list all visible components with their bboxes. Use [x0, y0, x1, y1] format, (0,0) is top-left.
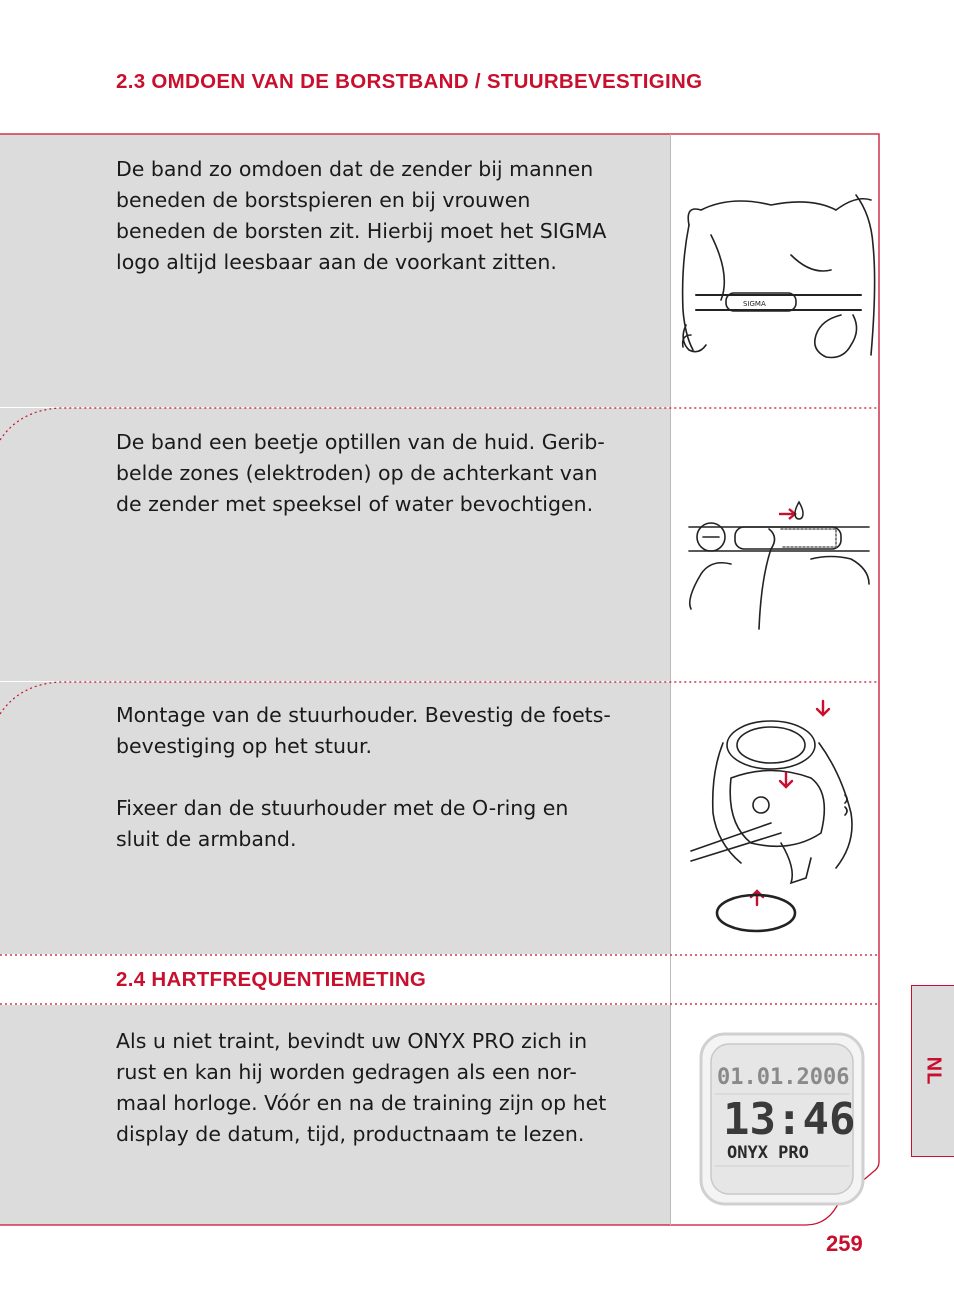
section-heading-2-4: 2.4 HARTFREQUENTIEMETING	[116, 968, 427, 991]
page-number: 259	[826, 1231, 863, 1256]
step-text-3: Montage van de stuurhouder. Bevestig de foets- bevestiging op het stuur. Fixeer dan de stuurhouder met de O-ring en sluit de armband.	[116, 703, 611, 851]
display-time: 13:46	[723, 1094, 856, 1145]
language-tab-label: NL	[922, 1056, 945, 1086]
svg-text:SIGMA: SIGMA	[743, 300, 766, 308]
watch-display-illustration	[671, 1006, 879, 1224]
chest-strap-illustration	[671, 135, 879, 407]
display-product: ONYX PRO	[727, 1143, 809, 1163]
section-heading-2-3: 2.3 OMDOEN VAN DE BORSTBAND / STUURBEVESTIGING	[116, 70, 703, 93]
handlebar-mount-illustration	[671, 683, 879, 953]
display-date: 01.01.2006	[717, 1065, 850, 1090]
moisten-electrodes-illustration	[671, 409, 879, 681]
section-text-2-4: Als u niet traint, bevindt uw ONYX PRO zich in rust en kan hij worden gedragen als een nor- maal horloge. Vóór en na de training zijn op het display de datum, tijd, productnaam te lezen.	[116, 1029, 607, 1146]
language-tab	[911, 985, 954, 1157]
step-text-2: De band een beetje optillen van de huid. Gerib- belde zones (elektroden) op de achterkant van de zender met speeksel of water bevochtigen.	[116, 430, 605, 516]
step-text-1: De band zo omdoen dat de zender bij mannen beneden de borstspieren en bij vrouwen beneden de borsten zit. Hierbij moet het SIGMA logo altijd leesbaar aan de voorkant zitten.	[116, 157, 607, 274]
